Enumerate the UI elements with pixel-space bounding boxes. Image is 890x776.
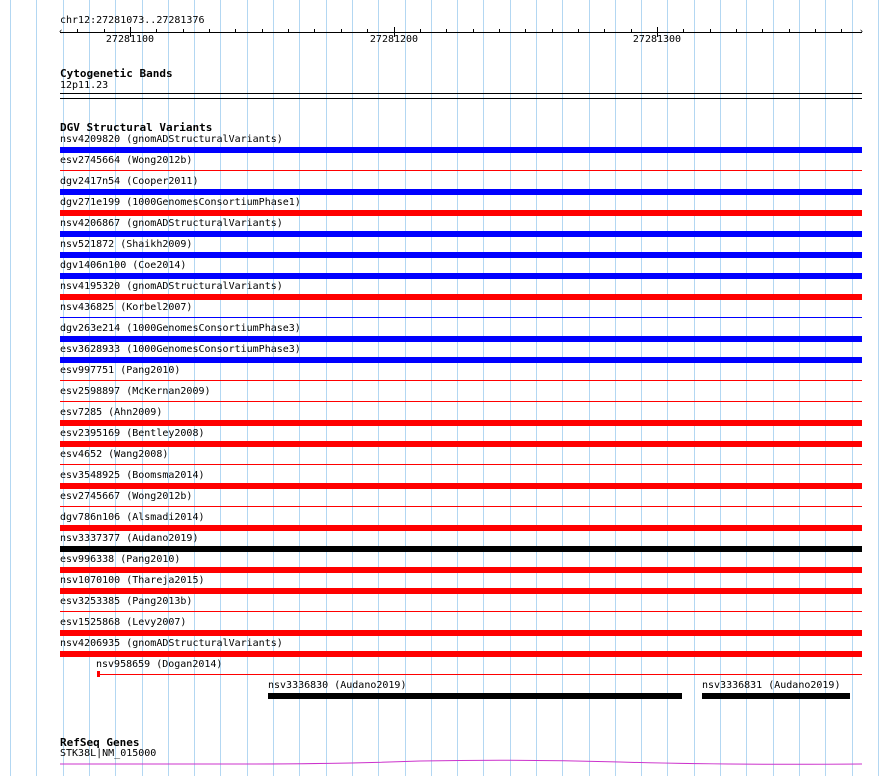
sv-bar[interactable]	[60, 252, 862, 258]
sv-bar[interactable]	[60, 567, 862, 573]
ruler-tick	[341, 29, 342, 33]
ruler-tick	[710, 29, 711, 33]
ruler-tick	[736, 29, 737, 33]
sv-bar[interactable]	[60, 189, 862, 195]
sv-bar[interactable]	[60, 630, 862, 636]
scroll-right-arrow-icon[interactable]: ›	[858, 27, 864, 37]
ruler-tick	[578, 29, 579, 33]
sv-bar[interactable]	[60, 401, 862, 402]
scroll-left-arrow-icon[interactable]: ‹	[58, 27, 64, 37]
gene-model-line[interactable]	[60, 758, 862, 768]
ruler-tick	[156, 29, 157, 33]
sv-label[interactable]: esv996338 (Pang2010)	[60, 554, 181, 565]
dgv-track-title[interactable]: DGV Structural Variants	[60, 121, 213, 134]
sv-label[interactable]: esv1525868 (Levy2007)	[60, 617, 187, 628]
sv-label[interactable]: esv2745667 (Wong2012b)	[60, 491, 193, 502]
ruler-tick	[789, 29, 790, 33]
ruler-tick	[420, 29, 421, 33]
sv-row[interactable]	[0, 386, 890, 407]
ruler-tick	[446, 29, 447, 33]
sv-label[interactable]: nsv3336830 (Audano2019)	[268, 680, 407, 691]
sv-bar-marker[interactable]	[97, 671, 100, 677]
cytoband-track-title[interactable]: Cytogenetic Bands	[60, 67, 173, 80]
sv-bar[interactable]	[60, 317, 862, 318]
sv-label[interactable]: nsv4206935 (gnomADStructuralVariants)	[60, 638, 283, 649]
sv-row[interactable]	[0, 428, 890, 449]
sv-bar[interactable]	[60, 380, 862, 381]
cytoband-line-bottom	[60, 98, 862, 99]
sv-row[interactable]	[0, 176, 890, 197]
ruler-tick	[631, 29, 632, 33]
ruler-tick	[367, 29, 368, 33]
ruler-tick	[104, 29, 105, 33]
ruler-tick	[77, 29, 78, 33]
sv-label[interactable]: esv997751 (Pang2010)	[60, 365, 181, 376]
sv-row[interactable]	[0, 323, 890, 344]
location-label: chr12:27281073..27281376	[60, 15, 205, 26]
sv-label[interactable]: dgv2417n54 (Cooper2011)	[60, 176, 199, 187]
sv-bar[interactable]	[60, 588, 862, 594]
sv-row[interactable]	[0, 344, 890, 365]
sv-row[interactable]	[0, 197, 890, 218]
sv-label[interactable]: dgv1406n100 (Coe2014)	[60, 260, 187, 271]
sv-row[interactable]	[0, 302, 890, 323]
sv-row[interactable]	[0, 281, 890, 302]
ruler-tick	[552, 29, 553, 33]
sv-row[interactable]	[0, 449, 890, 470]
sv-label[interactable]: dgv786n106 (Alsmadi2014)	[60, 512, 205, 523]
sv-label[interactable]: dgv271e199 (1000GenomesConsortiumPhase1)	[60, 197, 301, 208]
sv-bar[interactable]	[60, 357, 862, 363]
sv-label[interactable]: nsv436825 (Korbel2007)	[60, 302, 193, 313]
ruler-tick	[683, 29, 684, 33]
sv-bar[interactable]	[60, 651, 862, 657]
ruler-line	[60, 32, 862, 33]
sv-bar[interactable]	[60, 483, 862, 489]
refseq-track-title[interactable]: RefSeq Genes	[60, 736, 140, 749]
sv-row[interactable]	[0, 533, 890, 554]
ruler-tick-label: 27281300	[632, 34, 682, 45]
sv-row[interactable]	[0, 365, 890, 386]
sv-label[interactable]: esv4652 (Wang2008)	[60, 449, 169, 460]
sv-label[interactable]: nsv3337377 (Audano2019)	[60, 533, 199, 544]
sv-bar[interactable]	[60, 210, 862, 216]
sv-bar[interactable]	[60, 336, 862, 342]
gene-label[interactable]: STK38L|NM_015000	[60, 748, 157, 759]
sv-label[interactable]: esv2395169 (Bentley2008)	[60, 428, 205, 439]
sv-label[interactable]: nsv1070100 (Thareja2015)	[60, 575, 205, 586]
ruler-tick	[841, 29, 842, 33]
sv-row[interactable]	[0, 407, 890, 428]
sv-row[interactable]	[0, 575, 890, 596]
sv-row[interactable]	[0, 155, 890, 176]
sv-row[interactable]	[0, 260, 890, 281]
sv-row[interactable]	[0, 512, 890, 533]
sv-label[interactable]: nsv958659 (Dogan2014)	[96, 659, 223, 670]
sv-bar[interactable]	[60, 611, 862, 612]
ruler-tick	[525, 29, 526, 33]
sv-label[interactable]: esv3628933 (1000GenomesConsortiumPhase3)	[60, 344, 301, 355]
sv-label[interactable]: nsv4209820 (gnomADStructuralVariants)	[60, 134, 283, 145]
ruler-tick	[183, 29, 184, 33]
sv-row[interactable]	[0, 638, 890, 659]
sv-label[interactable]: nsv4206867 (gnomADStructuralVariants)	[60, 218, 283, 229]
sv-label[interactable]: esv3548925 (Boomsma2014)	[60, 470, 205, 481]
sv-bar[interactable]	[60, 441, 862, 447]
sv-row[interactable]	[0, 239, 890, 260]
sv-bar[interactable]	[60, 170, 862, 171]
sv-label[interactable]: esv3253385 (Pang2013b)	[60, 596, 193, 607]
sv-bar[interactable]	[60, 273, 862, 279]
sv-label[interactable]: nsv521872 (Shaikh2009)	[60, 239, 193, 250]
sv-bar[interactable]	[60, 294, 862, 300]
sv-label[interactable]: esv2745664 (Wong2012b)	[60, 155, 193, 166]
ruler-tick	[288, 29, 289, 33]
sv-bar[interactable]	[60, 231, 862, 237]
sv-row[interactable]	[0, 491, 890, 512]
sv-bar[interactable]	[97, 674, 862, 675]
ruler-tick	[473, 29, 474, 33]
ruler-tick	[762, 29, 763, 33]
sv-bar[interactable]	[702, 693, 850, 699]
ruler-tick	[235, 29, 236, 33]
sv-row[interactable]	[0, 218, 890, 239]
sv-row[interactable]	[0, 596, 890, 617]
cytoband-line-top	[60, 93, 862, 94]
sv-bar[interactable]	[60, 464, 862, 465]
ruler-tick	[604, 29, 605, 33]
sv-row[interactable]	[0, 554, 890, 575]
cytoband-label: 12p11.23	[60, 80, 109, 91]
ruler-tick-label: 27281100	[105, 34, 155, 45]
ruler-tick	[314, 29, 315, 33]
ruler-tick	[815, 29, 816, 33]
ruler-tick-label: 27281200	[369, 34, 419, 45]
sv-bar[interactable]	[60, 525, 862, 531]
ruler-tick	[262, 29, 263, 33]
ruler-tick	[499, 29, 500, 33]
sv-label[interactable]: esv2598897 (McKernan2009)	[60, 386, 211, 397]
sv-bar[interactable]	[60, 546, 862, 552]
ruler-tick	[209, 29, 210, 33]
sv-bar[interactable]	[60, 420, 862, 426]
sv-row[interactable]	[0, 470, 890, 491]
sv-label[interactable]: nsv3336831 (Audano2019)	[702, 680, 841, 691]
sv-row[interactable]	[0, 617, 890, 638]
sv-label[interactable]: nsv4195320 (gnomADStructuralVariants)	[60, 281, 283, 292]
sv-row[interactable]	[0, 134, 890, 155]
sv-bar[interactable]	[268, 693, 682, 699]
sv-bar[interactable]	[60, 147, 862, 153]
position-ruler[interactable]	[60, 26, 862, 48]
sv-label[interactable]: dgv263e214 (1000GenomesConsortiumPhase3)	[60, 323, 301, 334]
sv-label[interactable]: esv7285 (Ahn2009)	[60, 407, 163, 418]
sv-bar[interactable]	[60, 506, 862, 507]
